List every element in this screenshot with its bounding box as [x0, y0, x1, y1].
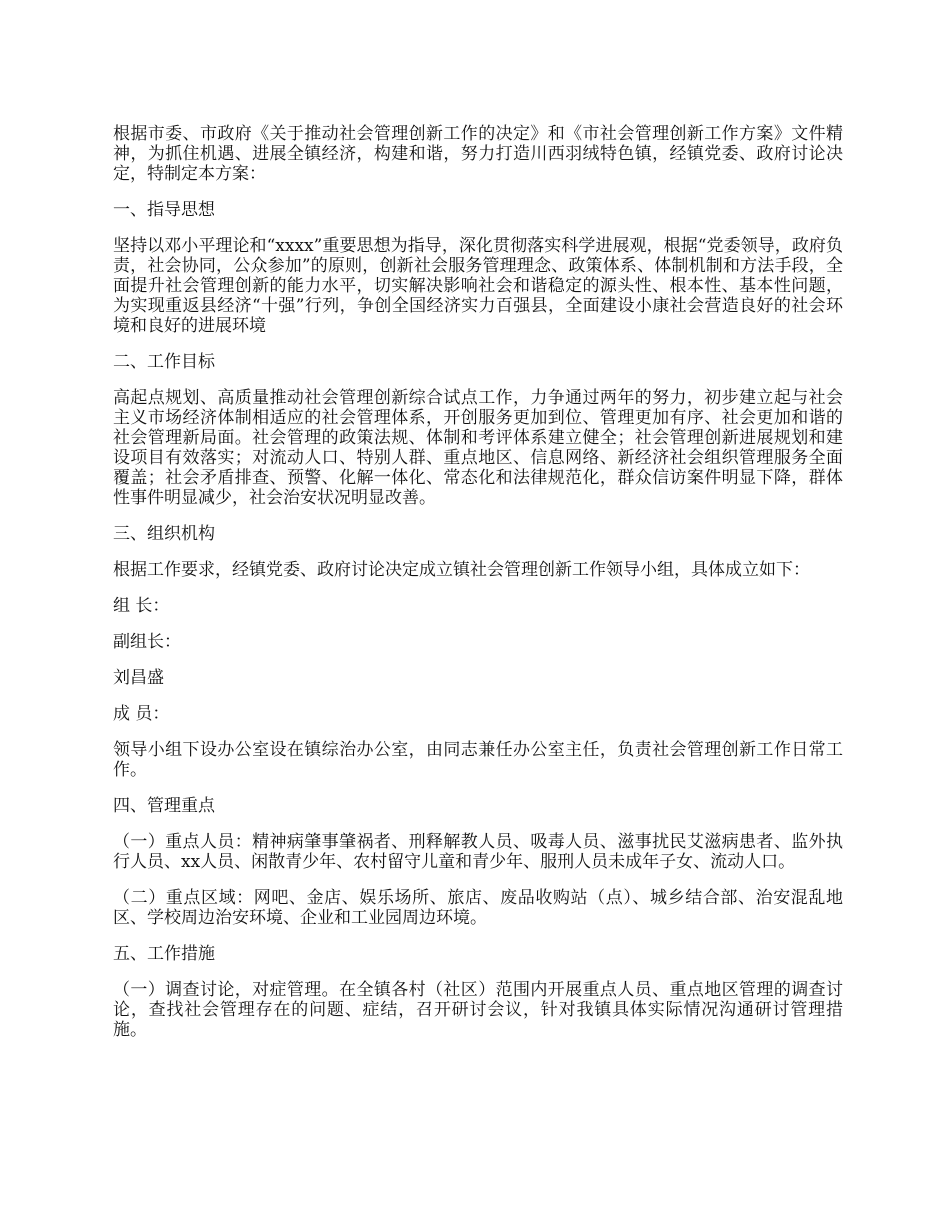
work-goals-paragraph: 高起点规划、高质量推动社会管理创新综合试点工作，力争通过两年的努力，初步建立起与社会主义市场经济体制相适应的社会管理体系，开创服务更加到位、管理更加有序、社会更加和谐的社会管理新局面。社会管理的政策法规、体制和考评体系建立健全；社会管理创新进展规划和建设项目有效落实；对流动人口、特别人群、重点地区、信息网络、新经济社会组织管理服务全面覆盖；社会矛盾排查、预警、化解一体化、常态化和法律规范化，群众信访案件明显下降，群体性事件明显减少，社会治安状况明显改善。: [113, 388, 843, 508]
office-note-paragraph: 领导小组下设办公室设在镇综治办公室，由同志兼任办公室主任，负责社会管理创新工作日常工作。: [113, 740, 843, 780]
section-heading-work-measures: 五、工作措施: [113, 944, 215, 964]
intro-paragraph: 根据市委、市政府《关于推动社会管理创新工作的决定》和《市社会管理创新工作方案》文件精神，为抓住机遇、进展全镇经济，构建和谐，努力打造川西羽绒特色镇，经镇党委、政府讨论决定，特制定本方案：: [113, 124, 843, 184]
section-heading-organization: 三、组织机构: [113, 524, 215, 544]
organization-paragraph: 根据工作要求，经镇党委、政府讨论决定成立镇社会管理创新工作领导小组，具体成立如下：: [113, 560, 810, 580]
members-label: 成 员：: [113, 704, 170, 724]
key-personnel-paragraph: （一）重点人员：精神病肇事肇祸者、刑释解教人员、吸毒人员、滋事扰民艾滋病患者、监外执行人员、xx人员、闲散青少年、农村留守儿童和青少年、服刑人员未成年子女、流动人口。: [113, 832, 843, 872]
investigation-measure-paragraph: （一）调查讨论，对症管理。在全镇各村（社区）范围内开展重点人员、重点地区管理的调查讨论，查找社会管理存在的问题、症结，召开研讨会议，针对我镇具体实际情况沟通研讨管理措施。: [113, 980, 843, 1040]
deputy-leader-label: 副组长：: [113, 632, 181, 652]
section-heading-management-focus: 四、管理重点: [113, 796, 215, 816]
guiding-ideology-paragraph: 坚持以邓小平理论和“xxxx”重要思想为指导，深化贯彻落实科学进展观，根据“党委领导，政府负责，社会协同，公众参加”的原则，创新社会服务管理理念、政策体系、体制机制和方法手段，全面提升社会管理创新的能力水平，切实解决影响社会和谐稳定的源头性、根本性、基本性问题，为实现重返县经济“十强”行列，争创全国经济实力百强县，全面建设小康社会营造良好的社会环境和良好的进展环境: [113, 236, 843, 336]
section-heading-work-goals: 二、工作目标: [113, 352, 215, 372]
leader-label: 组 长：: [113, 596, 170, 616]
key-areas-paragraph: （二）重点区域：网吧、金店、娱乐场所、旅店、废品收购站（点）、城乡结合部、治安混乱地区、学校周边治安环境、企业和工业园周边环境。: [113, 888, 843, 928]
document-body: [113, 124, 843, 1056]
deputy-leader-name: 刘昌盛: [113, 668, 164, 688]
section-heading-guiding-ideology: 一、指导思想: [113, 200, 215, 220]
